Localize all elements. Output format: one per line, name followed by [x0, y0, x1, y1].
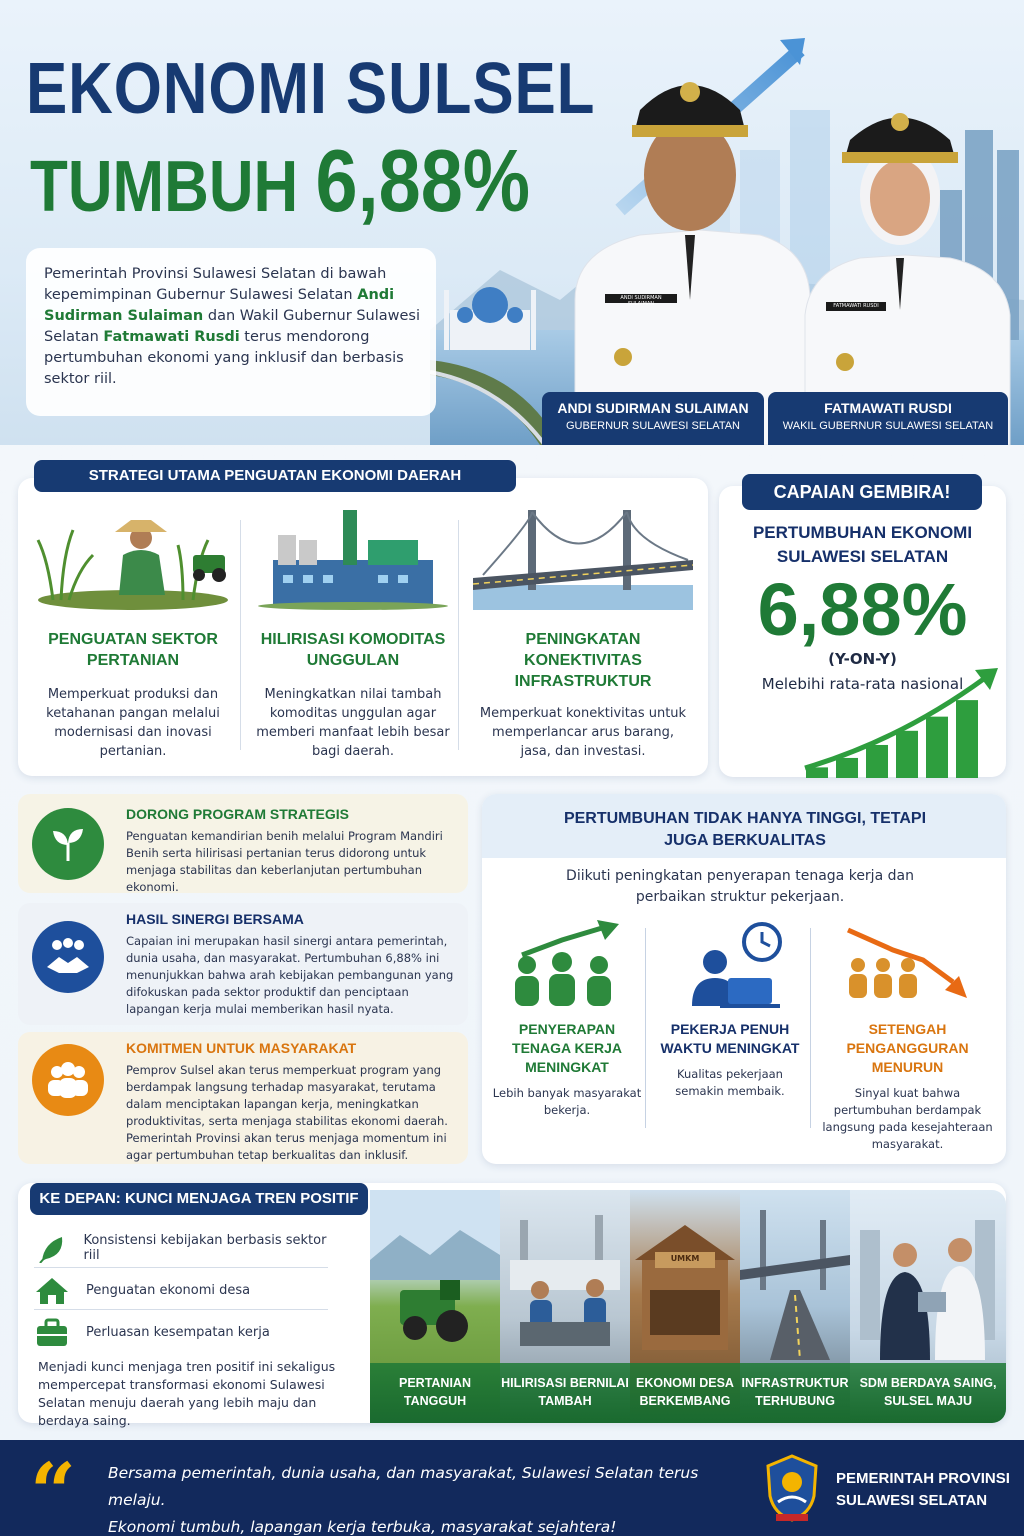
program-title: HASIL SINERGI BERSAMA: [126, 911, 304, 927]
strategy-title: HILIRISASI KOMODITAS UNGGULAN: [260, 631, 446, 669]
tile-label: PERTANIAN TANGGUH: [370, 1363, 500, 1423]
quality-item-desc: Kualitas pekerjaan semakin membaik.: [675, 1067, 785, 1098]
title-value: 6,88%: [315, 131, 531, 230]
quality-item-desc: Lebih banyak masyarakat bekerja.: [492, 1086, 642, 1117]
tile-label: INFRASTRUKTUR TERHUBUNG: [740, 1363, 850, 1423]
growth-bar: [896, 731, 918, 778]
divider: [645, 928, 646, 1128]
future-item-text: Konsistensi kebijakan berbasis sektor riil: [83, 1232, 327, 1263]
achievement-subtitle: PERTUMBUHAN EKONOMI SULAWESI SELATAN: [752, 523, 973, 566]
program-text: Penguatan kemandirian benih melalui Program Mandiri Benih serta hilirisasi pertanian terus didorong untuk menjaga stabilitas dan keberlanjutan pertumbuhan ekonomi.: [126, 829, 443, 894]
achievement-value: 6,88%: [757, 568, 968, 651]
intro-box: [26, 248, 436, 416]
achievement-period: (Y-ON-Y): [828, 650, 897, 668]
page-title-line2: [30, 130, 530, 232]
title-word: TUMBUH: [30, 147, 299, 227]
tile-label: HILIRISASI BERNILAI TAMBAH: [500, 1363, 630, 1423]
tile-label: EKONOMI DESA BERKEMBANG: [630, 1363, 740, 1423]
page-title-line1: EKONOMI SULSEL: [26, 49, 596, 129]
quality-item-underemployment: [815, 920, 1000, 1153]
program-title: KOMITMEN UNTUK MASYARAKAT: [126, 1040, 357, 1056]
growth-arrow-head: [975, 668, 998, 690]
handshake-icon: [32, 921, 104, 993]
strategy-desc: Memperkuat konektivitas untuk memperlancar arus barang, jasa, dan investasi.: [479, 706, 687, 759]
strategy-title: PENINGKATAN KONEKTIVITAS INFRASTRUKTUR: [514, 631, 652, 690]
org-line: PEMERINTAH PROVINSI: [836, 1470, 1010, 1487]
footer-org: [836, 1468, 1010, 1512]
briefcase-icon: [34, 1317, 70, 1347]
strategy-item-agriculture: [28, 500, 238, 770]
province-emblem-icon: [762, 1452, 822, 1524]
tile-label: SDM BERDAYA SAING, SULSEL MAJU: [850, 1363, 1006, 1423]
future-closing: Menjadi kunci menjaga tren positif ini sekaligus mempercepat transformasi ekonomi Sulawesi Selatan menuju daerah yang lebih maju dan berdaya saing.: [38, 1359, 336, 1428]
future-header: KE DEPAN: KUNCI MENJAGA TREN POSITIF: [30, 1183, 368, 1215]
strategy-item-infrastructure: [468, 500, 698, 770]
program-text: Capaian ini merupakan hasil sinergi antara pemerintah, dunia usaha, dan masyarakat. Pertumbuhan 6,88% ini menunjukkan bahwa arah kebijakan pembangunan yang difokuskan pada sektor produktif dan penciptaan lapangan kerja mulai memberikan hasil nyata.: [126, 934, 454, 1016]
tile-agriculture: [370, 1190, 500, 1423]
intro-text: dan Wakil Gubernur Sulawesi Selatan: [44, 308, 420, 345]
program-card-strategic: [18, 794, 468, 893]
program-title: DORONG PROGRAM STRATEGIS: [126, 806, 349, 822]
quality-item-title: PENYERAPAN TENAGA KERJA MENINGKAT: [512, 1021, 622, 1075]
quote-line: Ekonomi tumbuh, lapangan kerja terbuka, masyarakat sejahtera!: [108, 1518, 617, 1536]
intro-text: Pemerintah Provinsi Sulawesi Selatan di bawah kepemimpinan Gubernur Sulawesi Selatan: [44, 266, 387, 303]
quality-item-title: PEKERJA PENUH WAKTU MENINGKAT: [660, 1021, 800, 1056]
sprout-icon: [32, 808, 104, 880]
workforce-growth-icon: [507, 920, 627, 1010]
leaf-icon: [34, 1233, 67, 1263]
program-card-commitment: [18, 1032, 468, 1164]
future-item-text: Penguatan ekonomi desa: [86, 1283, 251, 1298]
future-item: [34, 1228, 328, 1268]
divider: [458, 520, 459, 750]
program-card-synergy: [18, 903, 468, 1025]
strategy-desc: Memperkuat produksi dan ketahanan pangan melalui modernisasi dan inovasi pertanian.: [46, 687, 220, 759]
intro-governor-name: Andi Sudirman Sulaiman: [44, 287, 395, 324]
bridge-icon: [473, 500, 693, 610]
growth-bar: [926, 717, 948, 778]
future-item: [34, 1272, 328, 1310]
house-icon: [34, 1276, 70, 1306]
governor-nameplate: [542, 392, 764, 445]
governor-role: GUBERNUR SULAWESI SELATAN: [566, 420, 740, 432]
future-item: [34, 1314, 328, 1350]
vice-governor-nameplate: [768, 392, 1008, 445]
people-icon: [32, 1044, 104, 1116]
achievement-note: Melebihi rata-rata nasional: [761, 675, 964, 693]
quality-item-title: SETENGAH PENGANGGURAN MENURUN: [846, 1021, 969, 1075]
strategy-header: STRATEGI UTAMA PENGUATAN EKONOMI DAERAH: [34, 460, 516, 492]
quality-item-workforce: [492, 920, 642, 1119]
quote-icon: “: [30, 1445, 77, 1536]
achievement-header: CAPAIAN GEMBIRA!: [742, 474, 982, 510]
farmer-icon: [33, 500, 233, 610]
growth-bar: [866, 745, 888, 778]
intro-text: terus mendorong pertumbuhan ekonomi yang inklusif dan berbasis sektor riil.: [44, 329, 404, 387]
tile-infrastructure: [740, 1190, 850, 1423]
vice-governor-name-tag: FATMAWATI RUSDI: [833, 303, 879, 309]
vice-governor-role: WAKIL GUBERNUR SULAWESI SELATAN: [782, 420, 994, 432]
growth-bar: [836, 758, 858, 778]
vice-governor-name: FATMAWATI RUSDI: [824, 400, 952, 416]
quality-subtitle: Diikuti peningkatan penyerapan tenaga kerja dan perbaikan struktur pekerjaan.: [566, 868, 914, 905]
fulltime-worker-icon: [670, 920, 790, 1010]
tile-village-economy: [630, 1190, 740, 1423]
quality-item-fulltime: [655, 920, 805, 1100]
growth-bar: [956, 700, 978, 778]
divider: [240, 520, 241, 750]
strategy-item-downstreaming: [248, 500, 458, 770]
quote-line: Bersama pemerintah, dunia usaha, dan masyarakat, Sulawesi Selatan terus melaju.: [108, 1464, 699, 1509]
program-text: Pemprov Sulsel akan terus memperkuat program yang berdampak langsung terhadap masyarakat, terutama dalam menciptakan lapangan kerja, meningkatkan produktivitas, serta menjaga stabilitas ekonomi daerah. Pemerintah Provinsi akan terus menjaga momentum ini agar pertumbuhan tetap berkualitas dan inklusif.: [126, 1063, 448, 1162]
footer-quote: [108, 1460, 748, 1536]
tile-downstreaming: [500, 1190, 630, 1423]
quality-item-desc: Sinyal kuat bahwa pertumbuhan berdampak langsung pada kesejahteraan masyarakat.: [822, 1086, 993, 1151]
umkm-sign: UMKM: [670, 1254, 700, 1263]
hero-banner: [0, 0, 1024, 445]
tile-human-resources: [850, 1190, 1006, 1423]
growth-bar-chart: [800, 660, 1000, 778]
intro-vice-name: Fatmawati Rusdi: [103, 329, 240, 345]
divider: [810, 928, 811, 1128]
governor-name-tag: ANDI SUDIRMAN SULAIMAN: [620, 295, 662, 307]
factory-icon: [253, 500, 453, 610]
governor-figure: [575, 82, 810, 445]
org-line: SULAWESI SELATAN: [836, 1492, 988, 1509]
unemployment-down-icon: [843, 920, 973, 1010]
footer: [0, 1440, 1024, 1536]
strategy-title: PENGUATAN SEKTOR PERTANIAN: [48, 631, 218, 669]
strategy-desc: Meningkatkan nilai tambah komoditas unggulan agar memberi manfaat lebih besar bagi daerah.: [256, 687, 450, 759]
future-item-text: Perluasan kesempatan kerja: [86, 1324, 270, 1340]
governor-name: ANDI SUDIRMAN SULAIMAN: [557, 400, 749, 416]
quality-title: PERTUMBUHAN TIDAK HANYA TINGGI, TETAPI JUGA BERKUALITAS: [563, 810, 927, 849]
